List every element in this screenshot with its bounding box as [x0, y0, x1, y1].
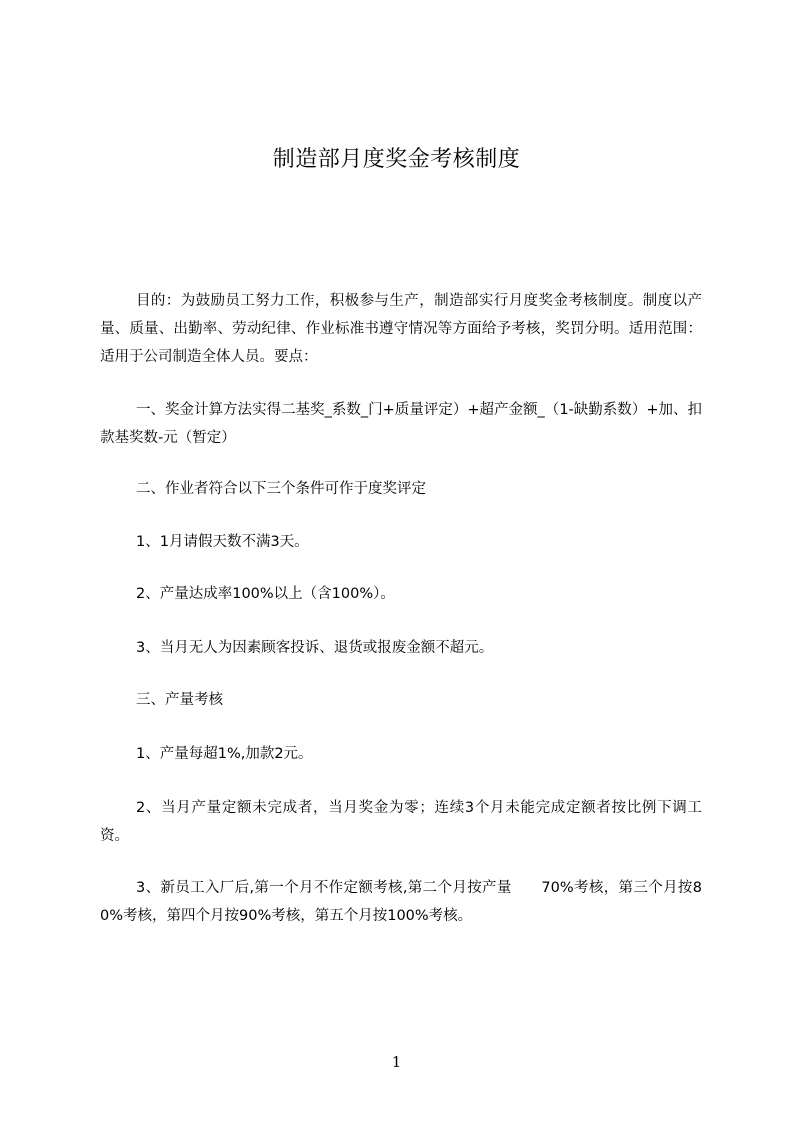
paragraph-output-1: 1、产量每超1%,加款2元。	[136, 746, 313, 762]
paragraph-output-2: 2、当月产量定额未完成者，当月奖金为零；连续3个月未能完成定额者按比例下调工资。	[100, 800, 702, 844]
page-number: 1	[391, 1053, 402, 1071]
paragraph-condition-1: 1、1月请假天数不满3天。	[136, 534, 309, 550]
paragraph-section-3: 三、产量考核	[136, 692, 223, 708]
document-title: 制造部月度奖金考核制度	[272, 147, 521, 172]
paragraph-section-1: 一、奖金计算方法实得二基奖_系数_门+质量评定）+超产金额_（1-缺勤系数）+加、扣款基奖数-元（暂定）	[100, 402, 702, 446]
paragraph-section-2: 二、作业者符合以下三个条件可作于度奖评定	[136, 481, 426, 497]
paragraph-purpose: 目的：为鼓励员工努力工作，积极参与生产，制造部实行月度奖金考核制度。制度以产量、质量、出勤率、劳动纪律、作业标准书遵守情况等方面给予考核，奖罚分明。适用范围：适用于公司制造全体人员。要点：	[100, 293, 702, 365]
paragraph-output-3: 3、新员工入厂后,第一个月不作定额考核,第二个月按产量 70%考核，第三个月按80%考核，第四个月按90%考核，第五个月按100%考核。	[100, 880, 702, 924]
paragraph-condition-3: 3、当月无人为因素顾客投诉、退货或报废金额不超元。	[136, 640, 494, 656]
paragraph-condition-2: 2、产量达成率100%以上（含100%）。	[136, 586, 395, 602]
